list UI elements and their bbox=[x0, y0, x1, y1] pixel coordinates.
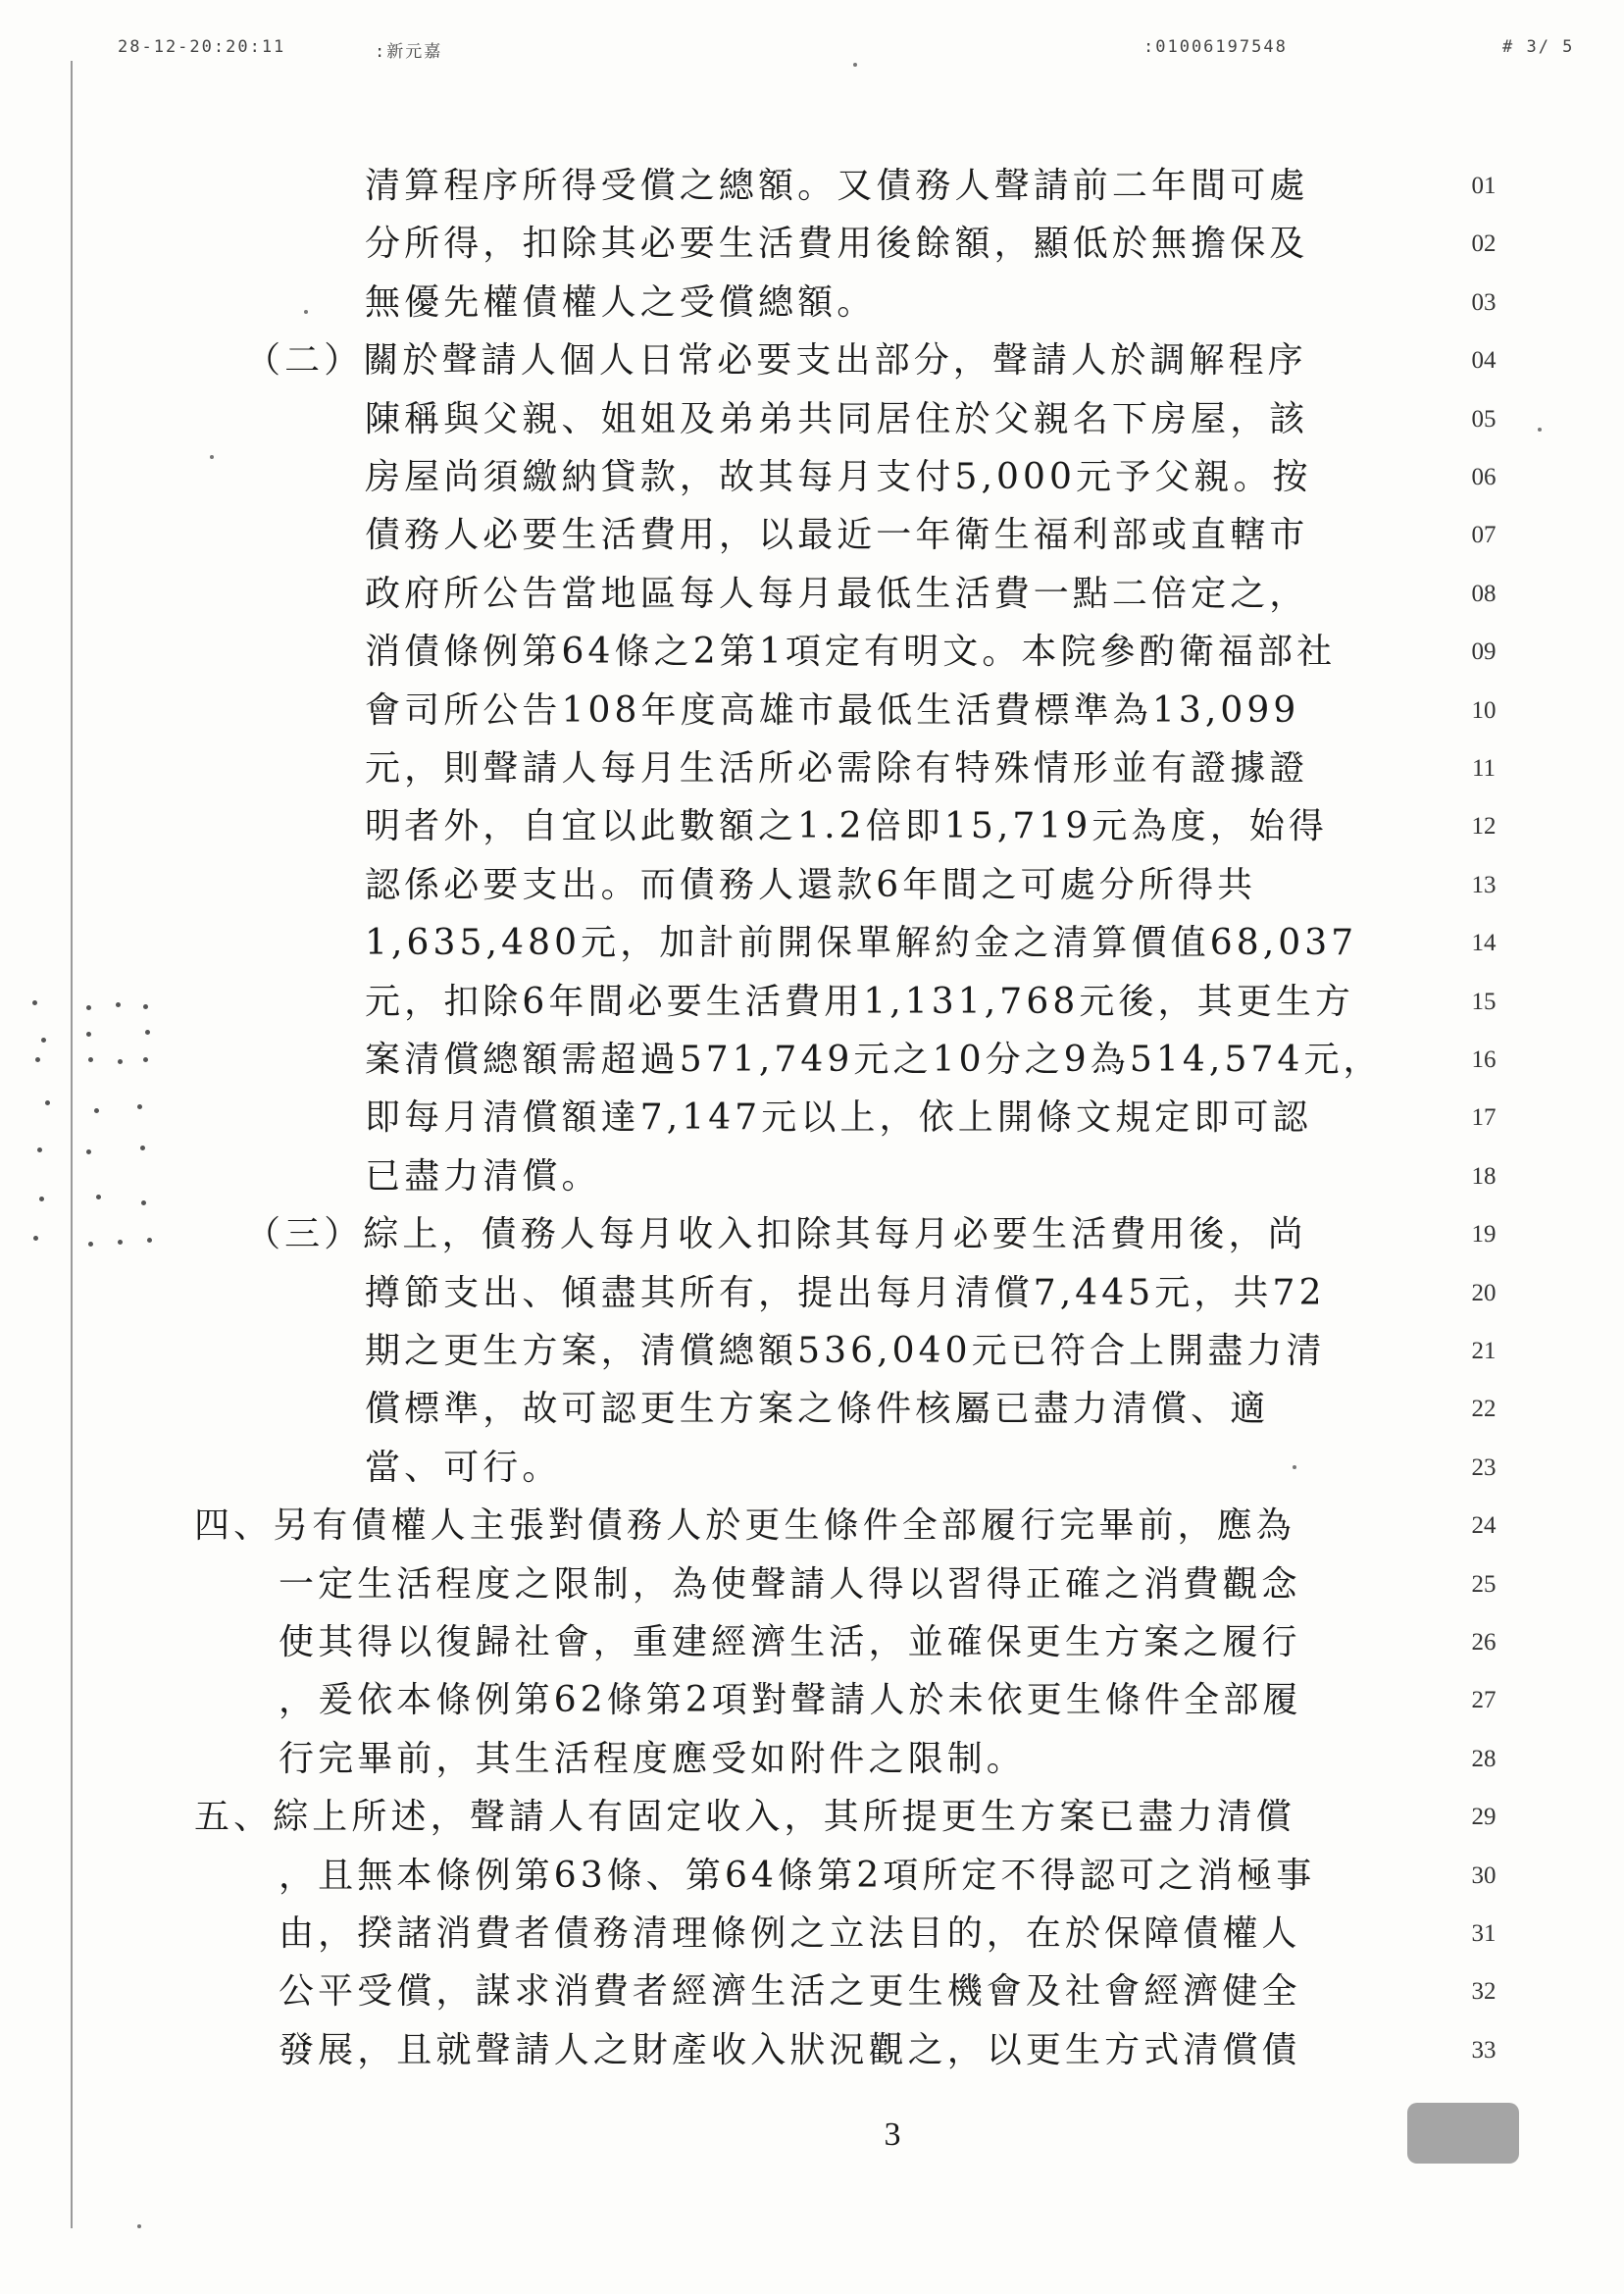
line-number: 09 bbox=[1471, 638, 1497, 665]
line-number: 28 bbox=[1471, 1746, 1497, 1772]
fax-number: :01006197548 bbox=[1143, 37, 1288, 57]
fax-sender: :新元嘉 bbox=[375, 42, 443, 62]
text-line-18: 已盡力清償。 bbox=[365, 1156, 601, 1197]
line-number: 25 bbox=[1471, 1571, 1497, 1598]
line-number: 22 bbox=[1471, 1396, 1497, 1422]
line-number: 15 bbox=[1471, 989, 1497, 1015]
line-number: 24 bbox=[1471, 1512, 1497, 1539]
text-line-24: 四、另有債權人主張對債務人於更生條件全部履行完畢前，應為 bbox=[194, 1505, 1295, 1546]
line-number: 01 bbox=[1471, 173, 1497, 199]
line-number: 32 bbox=[1471, 1978, 1497, 2005]
line-number: 08 bbox=[1471, 581, 1497, 607]
scan-speck bbox=[853, 63, 857, 67]
text-line-09: 消債條例第64條之2第1項定有明文。本院參酌衛福部社 bbox=[365, 632, 1337, 672]
line-number: 02 bbox=[1471, 230, 1497, 257]
line-number: 33 bbox=[1471, 2037, 1497, 2064]
text-line-04: （二）關於聲請人個人日常必要支出部分，聲請人於調解程序 bbox=[245, 340, 1307, 381]
page-number: 3 bbox=[884, 2116, 901, 2153]
text-line-16: 案清償總額需超過571,749元之10分之9為514,574元， bbox=[365, 1040, 1383, 1080]
text-line-30: ，且無本條例第63條、第64條第2項所定不得認可之消極事 bbox=[279, 1856, 1316, 1896]
scan-speck bbox=[137, 2224, 141, 2228]
text-line-28: 行完畢前，其生活程度應受如附件之限制。 bbox=[279, 1739, 1026, 1779]
line-number: 30 bbox=[1471, 1862, 1497, 1889]
line-number: 03 bbox=[1471, 289, 1497, 316]
scan-speck bbox=[304, 310, 308, 314]
text-line-10: 會司所公告108年度高雄市最低生活費標準為13,099 bbox=[365, 690, 1300, 731]
fax-page-indicator: # 3/ 5 bbox=[1502, 37, 1575, 57]
line-number: 11 bbox=[1471, 755, 1497, 782]
text-line-05: 陳稱與父親、姐姐及弟弟共同居住於父親名下房屋，該 bbox=[365, 399, 1309, 439]
binding-holes bbox=[27, 991, 175, 1265]
text-line-03: 無優先權債權人之受償總額。 bbox=[365, 282, 877, 323]
text-line-26: 使其得以復歸社會，重建經濟生活，並確保更生方案之履行 bbox=[279, 1622, 1301, 1662]
fax-timestamp: 28-12-20:20:11 bbox=[118, 37, 286, 57]
scan-speck bbox=[1538, 428, 1542, 432]
line-number: 26 bbox=[1471, 1629, 1497, 1656]
text-line-11: 元，則聲請人每月生活所必需除有特殊情形並有證據證 bbox=[365, 748, 1309, 789]
text-line-15: 元，扣除6年間必要生活費用1,131,768元後，其更生方 bbox=[365, 982, 1355, 1022]
line-number: 05 bbox=[1471, 406, 1497, 433]
scan-speck bbox=[1293, 1465, 1296, 1469]
text-line-32: 公平受償，謀求消費者經濟生活之更生機會及社會經濟健全 bbox=[279, 1971, 1301, 2012]
text-line-27: ，爰依本條例第62條第2項對聲請人於未依更生條件全部履 bbox=[279, 1680, 1302, 1720]
line-number: 10 bbox=[1471, 697, 1497, 724]
text-line-06: 房屋尚須繳納貸款，故其每月支付5,000元予父親。按 bbox=[365, 457, 1312, 497]
line-number: 19 bbox=[1471, 1221, 1497, 1248]
text-line-02: 分所得，扣除其必要生活費用後餘額，顯低於無擔保及 bbox=[365, 224, 1309, 264]
line-number: 18 bbox=[1471, 1163, 1497, 1190]
text-line-12: 明者外，自宜以此數額之1.2倍即15,719元為度，始得 bbox=[365, 806, 1329, 846]
line-number: 29 bbox=[1471, 1804, 1497, 1830]
line-number: 12 bbox=[1471, 813, 1497, 840]
line-number: 20 bbox=[1471, 1280, 1497, 1306]
line-number: 17 bbox=[1471, 1104, 1497, 1131]
text-line-14: 1,635,480元，加計前開保單解約金之清算價值68,037 bbox=[365, 923, 1358, 963]
text-line-08: 政府所公告當地區每人每月最低生活費一點二倍定之， bbox=[365, 574, 1309, 614]
line-number: 06 bbox=[1471, 464, 1497, 490]
text-line-25: 一定生活程度之限制，為使聲請人得以習得正確之消費觀念 bbox=[279, 1564, 1301, 1605]
text-line-29: 五、綜上所述，聲請人有固定收入，其所提更生方案已盡力清償 bbox=[194, 1797, 1295, 1837]
text-line-01: 清算程序所得受償之總額。又債務人聲請前二年間可處 bbox=[365, 166, 1309, 206]
scan-speck bbox=[210, 455, 214, 459]
line-number: 21 bbox=[1471, 1338, 1497, 1364]
text-line-31: 由，揆諸消費者債務清理條例之立法目的，在於保障債權人 bbox=[279, 1913, 1301, 1954]
line-number: 23 bbox=[1471, 1454, 1497, 1481]
line-number: 31 bbox=[1471, 1920, 1497, 1947]
line-number: 04 bbox=[1471, 347, 1497, 374]
line-number: 14 bbox=[1471, 930, 1497, 956]
line-number: 27 bbox=[1471, 1687, 1497, 1713]
redaction-box bbox=[1407, 2103, 1519, 2164]
text-line-22: 償標準，故可認更生方案之條件核屬已盡力清償、適 bbox=[365, 1389, 1270, 1429]
fax-header bbox=[118, 37, 1589, 63]
text-line-20: 撙節支出、傾盡其所有，提出每月清償7,445元，共72 bbox=[365, 1273, 1326, 1313]
text-line-13: 認係必要支出。而債務人還款6年間之可處分所得共 bbox=[365, 865, 1257, 905]
text-line-33: 發展，且就聲請人之財產收入狀況觀之，以更生方式清償債 bbox=[279, 2030, 1301, 2070]
text-line-23: 當、可行。 bbox=[365, 1448, 562, 1488]
text-line-19: （三）綜上，債務人每月收入扣除其每月必要生活費用後，尚 bbox=[245, 1214, 1307, 1254]
text-line-17: 即每月清償額達7,147元以上，依上開條文規定即可認 bbox=[365, 1097, 1312, 1138]
line-number: 16 bbox=[1471, 1046, 1497, 1073]
line-number: 07 bbox=[1471, 522, 1497, 548]
text-line-21: 期之更生方案，清償總額536,040元已符合上開盡力清 bbox=[365, 1331, 1326, 1371]
line-number: 13 bbox=[1471, 872, 1497, 898]
text-line-07: 債務人必要生活費用，以最近一年衛生福利部或直轄市 bbox=[365, 515, 1309, 555]
